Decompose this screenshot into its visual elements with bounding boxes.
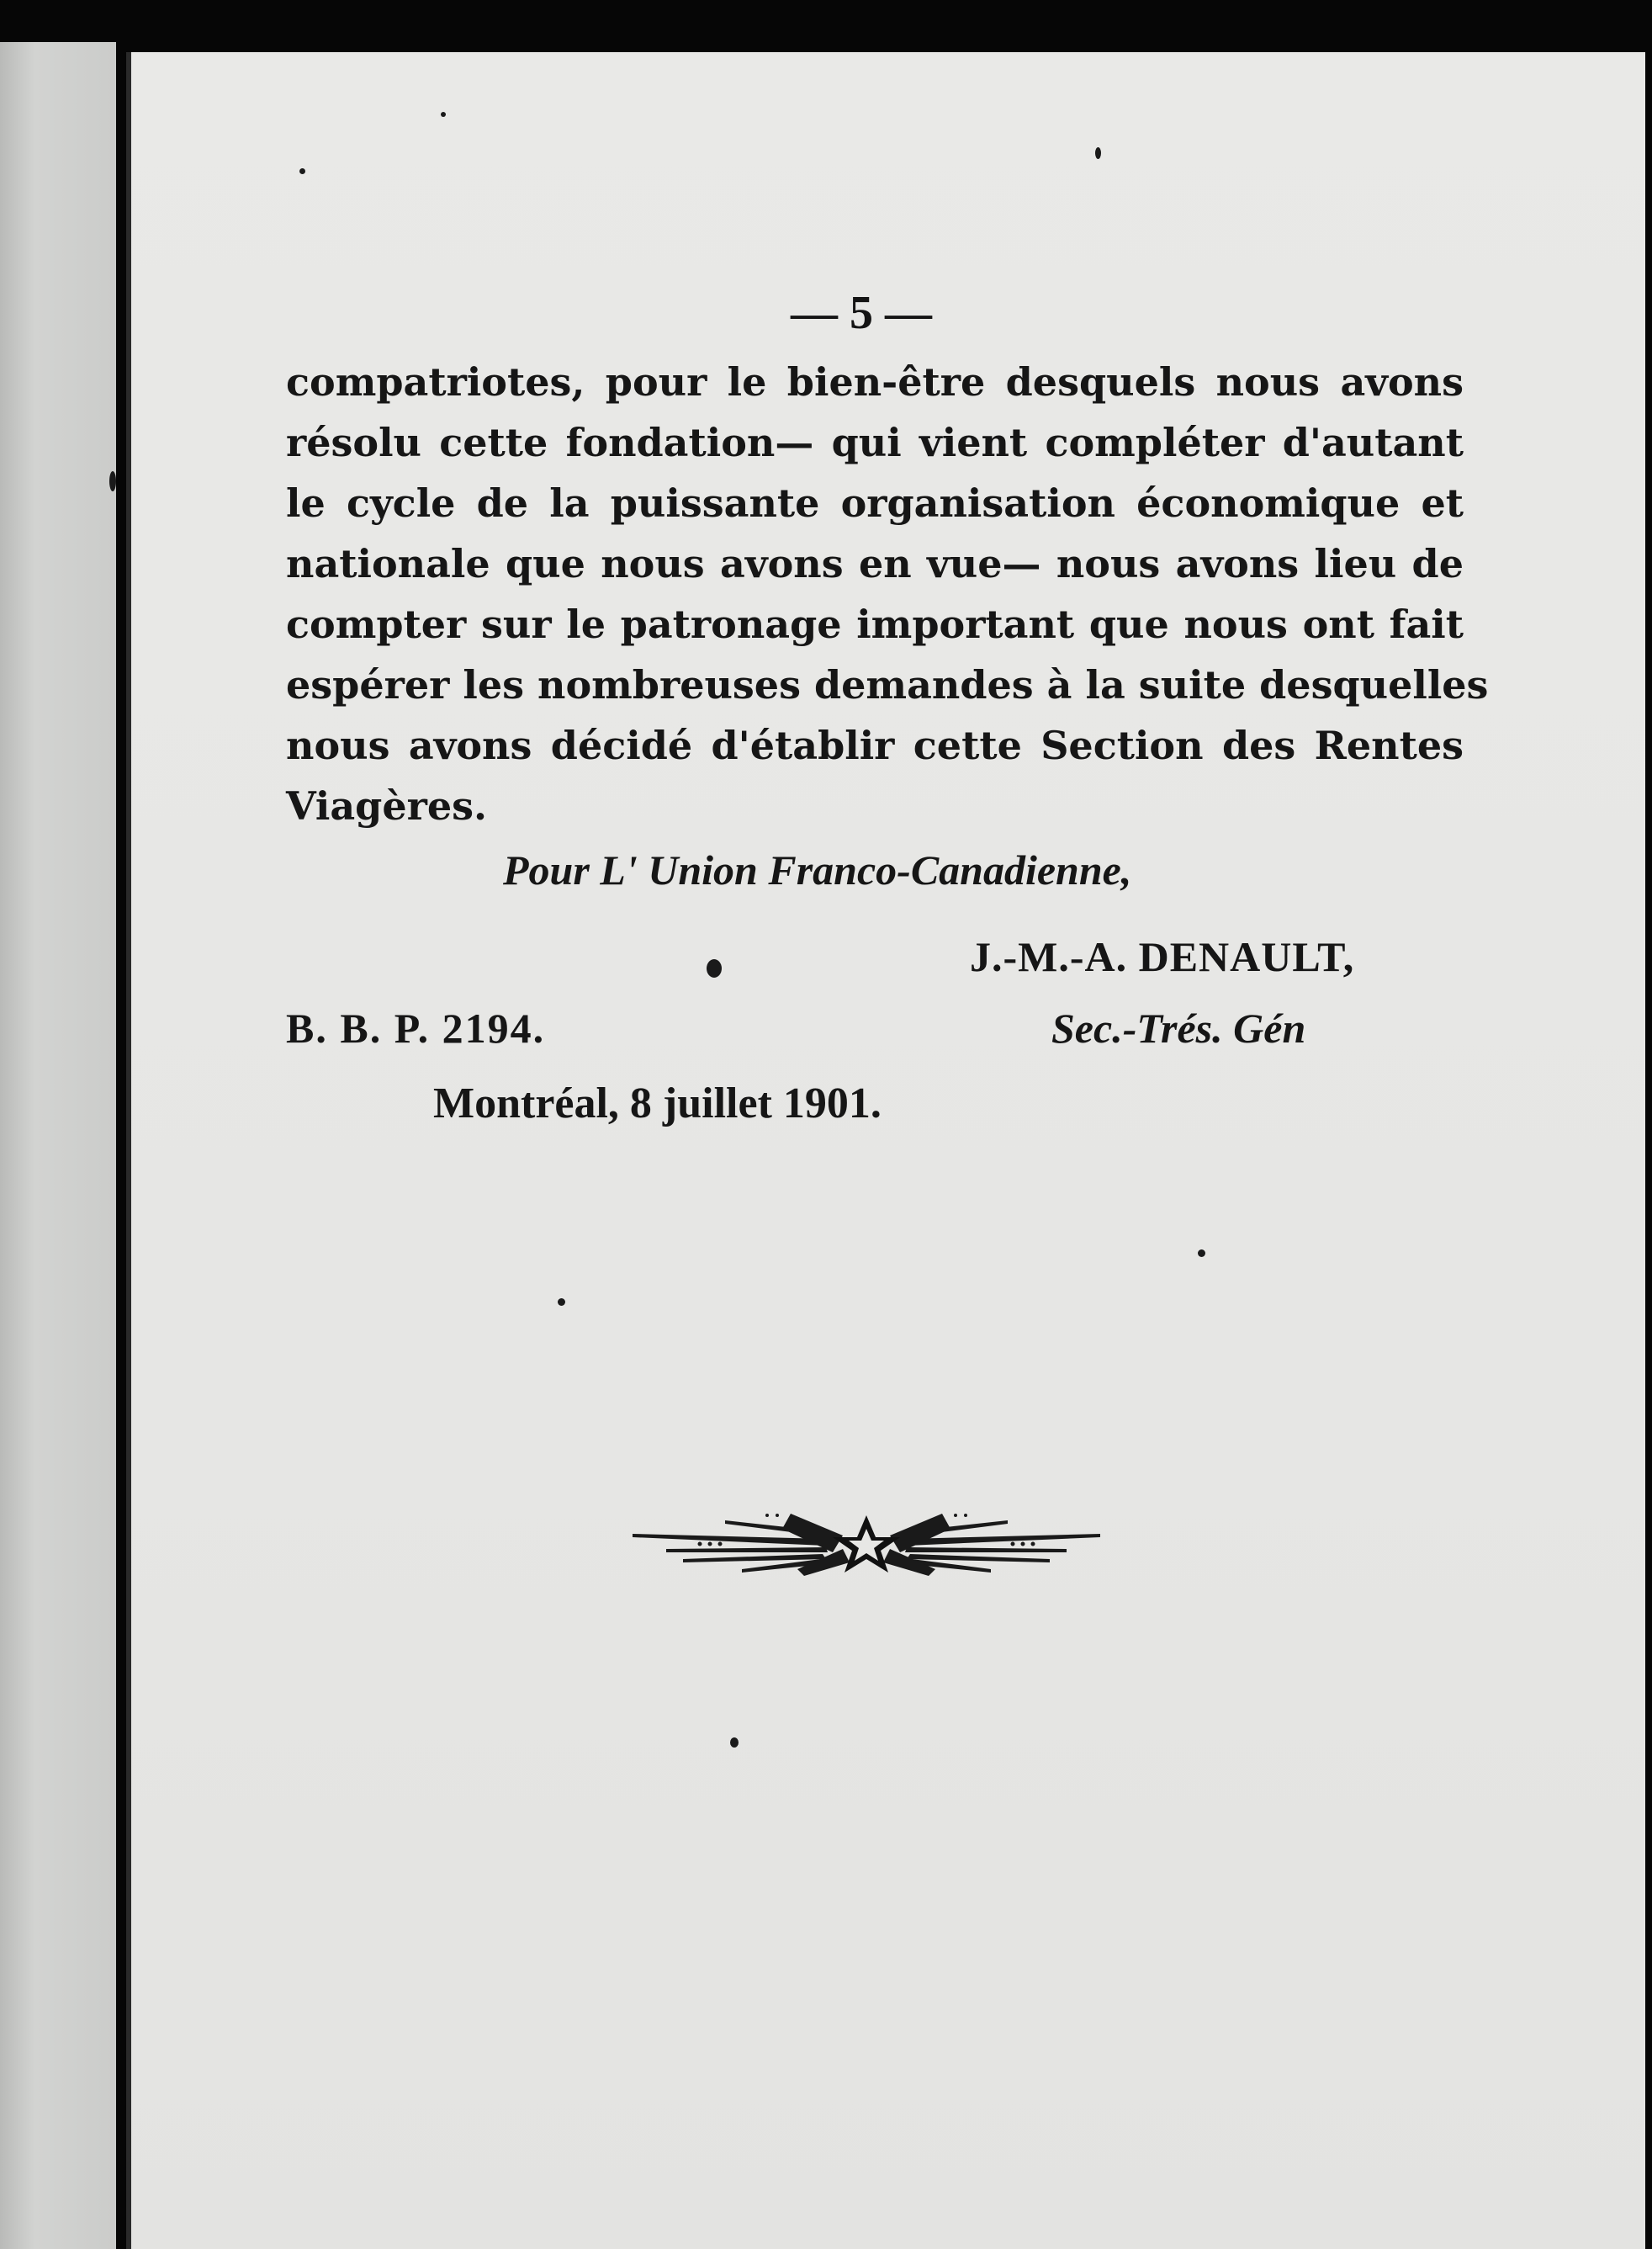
- ink-speck: [1198, 1249, 1205, 1257]
- ink-speck: [1095, 147, 1101, 159]
- ink-dot: [707, 959, 722, 978]
- ink-speck: [109, 471, 116, 491]
- star-burst-ornament-icon: [633, 1510, 1100, 1578]
- body-line: Viagères.: [286, 783, 488, 829]
- body-line: espérer les nombreuses demandes à la suite desquelles: [286, 662, 1489, 708]
- body-line: compatriotes, pour le bien-être desquels nous avons: [286, 359, 1464, 405]
- signatory-name: J.-M.-A. DENAULT,: [970, 933, 1355, 980]
- body-line: le cycle de la puissante organisation économique et: [286, 480, 1464, 526]
- previous-page-edge: [0, 42, 116, 2249]
- ink-speck: [730, 1737, 739, 1748]
- body-line: résolu cette fondation— qui vient compléter d'autant: [286, 420, 1464, 465]
- signatory-title: Sec.-Trés. Gén: [1051, 1005, 1306, 1052]
- place-and-date: Montréal, 8 juillet 1901.: [433, 1079, 882, 1127]
- body-paragraph: [286, 352, 1489, 836]
- postal-box-number: B. B. P. 2194.: [286, 1005, 546, 1052]
- body-line: nationale que nous avons en vue— nous avons lieu de: [286, 541, 1464, 586]
- ink-speck: [441, 112, 446, 117]
- body-line: compter sur le patronage important que nous ont fait: [286, 602, 1464, 647]
- ink-speck: [299, 168, 305, 174]
- signature-organization: Pour L' Union Franco-Canadienne,: [503, 846, 1132, 894]
- body-line: nous avons décidé d'établir cette Section des Rentes: [286, 723, 1464, 768]
- page-number: — 5 —: [791, 287, 932, 339]
- ink-speck: [558, 1298, 565, 1306]
